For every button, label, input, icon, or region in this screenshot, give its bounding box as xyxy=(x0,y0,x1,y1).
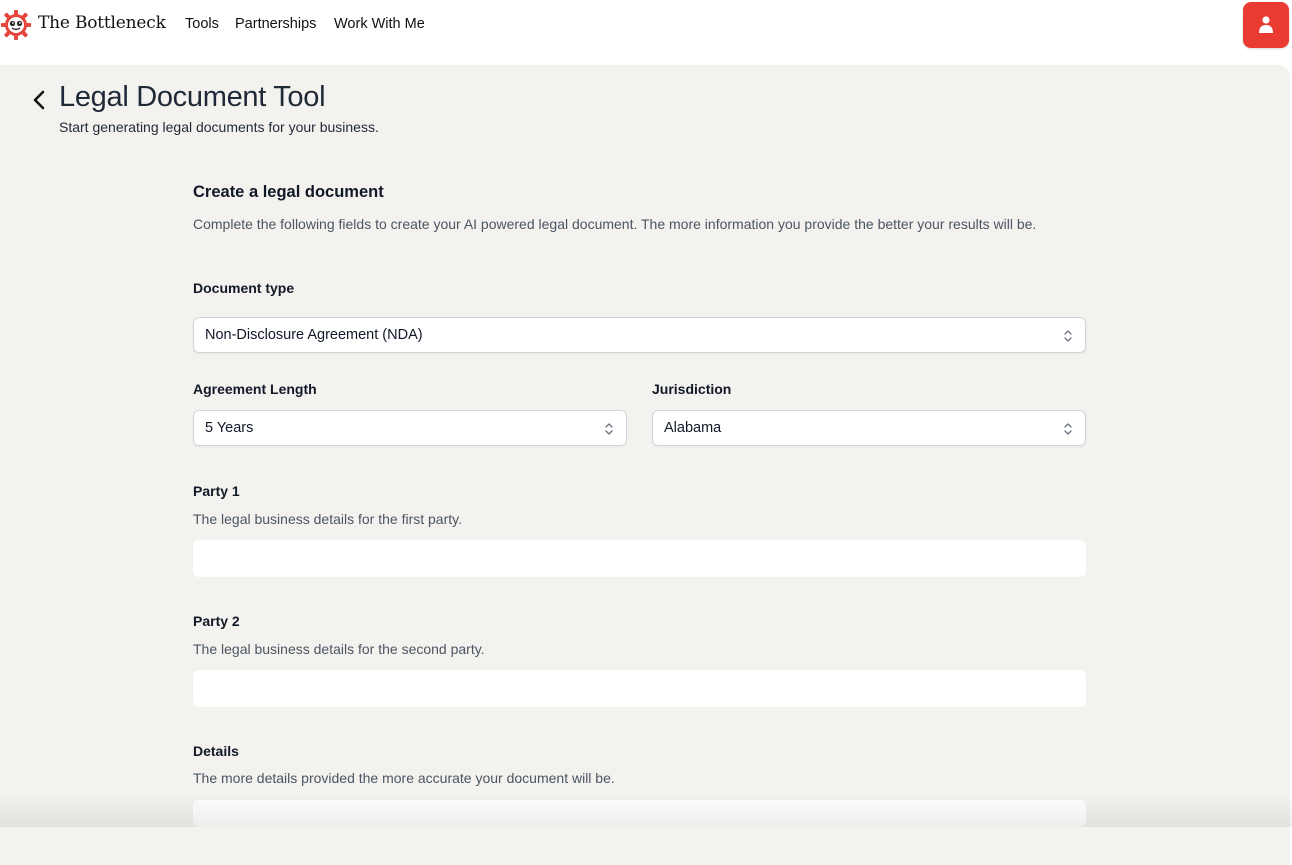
document-type-label: Document type xyxy=(193,280,295,296)
party2-help: The legal business details for the second party. xyxy=(193,641,485,657)
form-description: Complete the following fields to create your AI powered legal document. The more information you provide the better your results will be. xyxy=(193,216,1037,232)
agreement-length-label: Agreement Length xyxy=(193,381,317,397)
jurisdiction-select[interactable] xyxy=(652,410,1086,446)
chevron-left-icon[interactable] xyxy=(30,89,48,111)
chevron-up-down-icon xyxy=(1063,421,1073,437)
form-title: Create a legal document xyxy=(193,183,384,201)
nav-work-with-me[interactable]: Work With Me xyxy=(334,16,425,32)
jurisdiction-label: Jurisdiction xyxy=(652,381,732,397)
user-icon xyxy=(1256,14,1276,36)
chevron-up-down-icon xyxy=(604,421,614,437)
document-type-value: Non-Disclosure Agreement (NDA) xyxy=(205,327,423,343)
nav-tools[interactable]: Tools xyxy=(185,16,219,32)
jurisdiction-value: Alabama xyxy=(664,420,722,436)
details-label: Details xyxy=(193,743,239,759)
document-type-select[interactable] xyxy=(193,317,1086,353)
chevron-up-down-icon xyxy=(1063,328,1073,344)
nav-partnerships[interactable]: Partnerships xyxy=(235,16,317,32)
party2-input[interactable] xyxy=(193,670,1086,707)
party1-label: Party 1 xyxy=(193,483,240,499)
party1-input[interactable] xyxy=(193,540,1086,577)
gear-face-logo-icon[interactable] xyxy=(0,9,32,41)
brand-name[interactable]: The Bottleneck xyxy=(38,13,166,33)
details-textarea[interactable] xyxy=(193,800,1086,827)
user-menu-button[interactable] xyxy=(1243,2,1289,48)
page-subtitle: Start generating legal documents for your business. xyxy=(59,119,379,135)
party2-label: Party 2 xyxy=(193,613,240,629)
top-navigation-bar xyxy=(0,0,1292,64)
page-title: Legal Document Tool xyxy=(59,81,326,113)
agreement-length-select[interactable] xyxy=(193,410,627,446)
party1-help: The legal business details for the first party. xyxy=(193,511,462,527)
agreement-length-value: 5 Years xyxy=(205,420,254,436)
details-help: The more details provided the more accurate your document will be. xyxy=(193,770,615,786)
